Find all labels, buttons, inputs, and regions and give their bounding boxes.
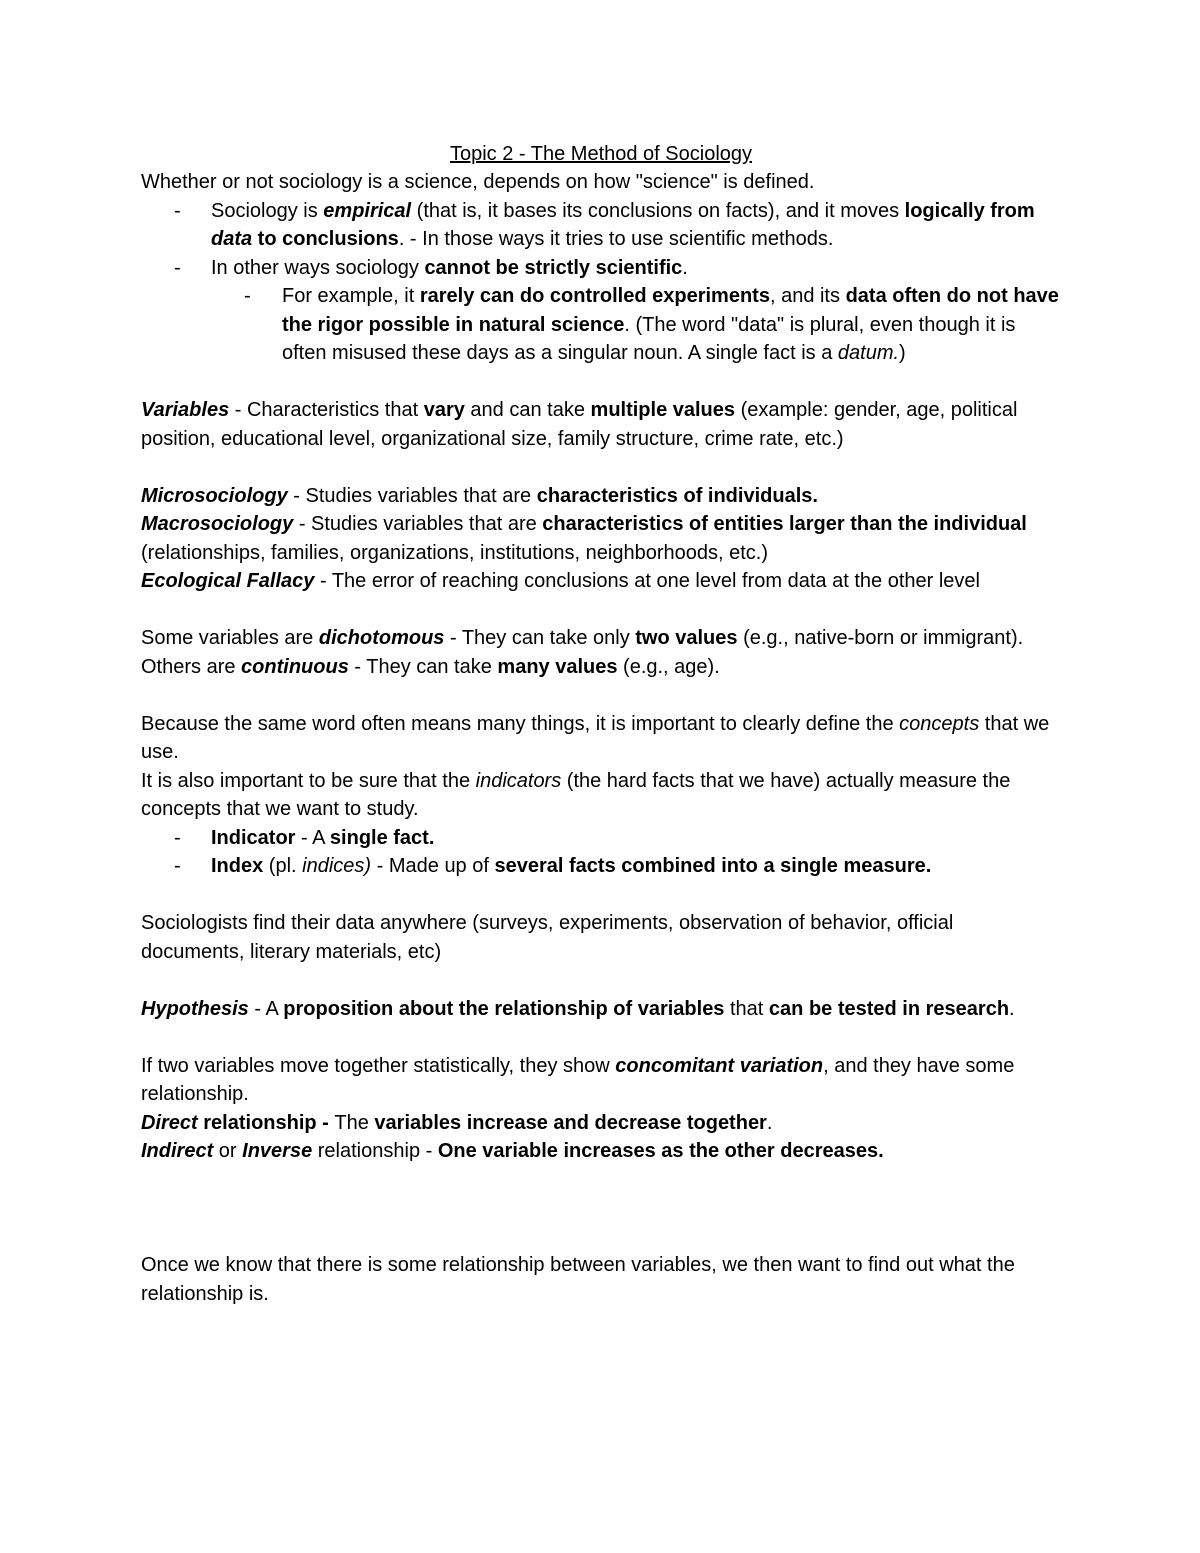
spacer — [141, 966, 1061, 995]
spacer — [141, 681, 1061, 710]
document-page — [141, 140, 1061, 1308]
data-sources-paragraph: Sociologists find their data anywhere (surveys, experiments, observation of behavior, official documents, literary materials, etc) — [141, 912, 954, 963]
intro-paragraph: Whether or not sociology is a science, depends on how "science" is defined. — [141, 171, 815, 193]
document-title: Topic 2 - The Method of Sociology — [449, 143, 753, 165]
dichotomous-definition: Some variables are dichotomous - They can take only two values (e.g., native-born or immigrant). — [141, 627, 1024, 649]
spacer — [141, 453, 1061, 482]
concomitant-variation-paragraph: If two variables move together statistically, they show concomitant variation, and they have some relationship. — [141, 1054, 1015, 1105]
inverse-relationship-definition: Indirect or Inverse relationship - One variable increases as the other decreases. — [141, 1140, 884, 1162]
bullet-example: - For example, it rarely can do controlled experiments, and its data often do not have the rigor possible in natural science. (The word "data" is plural, even though it is often misused these days as a singular noun. A single fact is a datum.) — [141, 282, 1061, 368]
microsociology-definition: Microsociology - Studies variables that are characteristics of individuals. — [141, 484, 818, 507]
bullet-dash: - — [174, 826, 181, 849]
spacer — [141, 1023, 1061, 1052]
concepts-paragraph: Because the same word often means many things, it is important to clearly define the concepts that we use. — [141, 712, 1050, 763]
indicators-paragraph: It is also important to be sure that the indicators (the hard facts that we have) actually measure the concepts that we want to study. — [141, 769, 1011, 820]
bullet-dash: - — [174, 855, 181, 877]
bullet-indicator: - Indicator - A single fact. — [141, 824, 1061, 853]
macrosociology-definition: Macrosociology - Studies variables that are characteristics of entities larger than the individual (relationships, families, organizations, institutions, neighborhoods, etc.) — [141, 513, 1027, 564]
direct-relationship-definition: Direct relationship - The variables increase and decrease together. — [141, 1111, 773, 1134]
bullet-dash: - — [174, 256, 181, 279]
bullet-dash: - — [174, 199, 181, 222]
closing-paragraph: Once we know that there is some relationship between variables, we then want to find out what the relationship is. — [141, 1254, 1015, 1305]
bullet-not-scientific: - In other ways sociology cannot be strictly scientific. — [141, 254, 1061, 283]
continuous-definition: Others are continuous - They can take many values (e.g., age). — [141, 655, 720, 678]
spacer — [141, 368, 1061, 397]
spacer — [141, 1166, 1061, 1252]
bullet-empirical: - Sociology is empirical (that is, it bases its conclusions on facts), and it moves logically from data to conclusions. - In those ways it tries to use scientific methods. — [141, 197, 1061, 254]
variables-definition: Variables - Characteristics that vary and can take multiple values (example: gender, age, political position, educational level, organizational size, family structure, crime rate, etc.) — [141, 399, 1018, 450]
spacer — [141, 881, 1061, 910]
ecological-fallacy-definition: Ecological Fallacy - The error of reaching conclusions at one level from data at the other level — [141, 570, 980, 592]
bullet-dash: - — [244, 285, 251, 307]
hypothesis-definition: Hypothesis - A proposition about the relationship of variables that can be tested in research. — [141, 997, 1015, 1020]
spacer — [141, 596, 1061, 625]
bullet-index: - Index (pl. indices) - Made up of several facts combined into a single measure. — [141, 852, 1061, 881]
